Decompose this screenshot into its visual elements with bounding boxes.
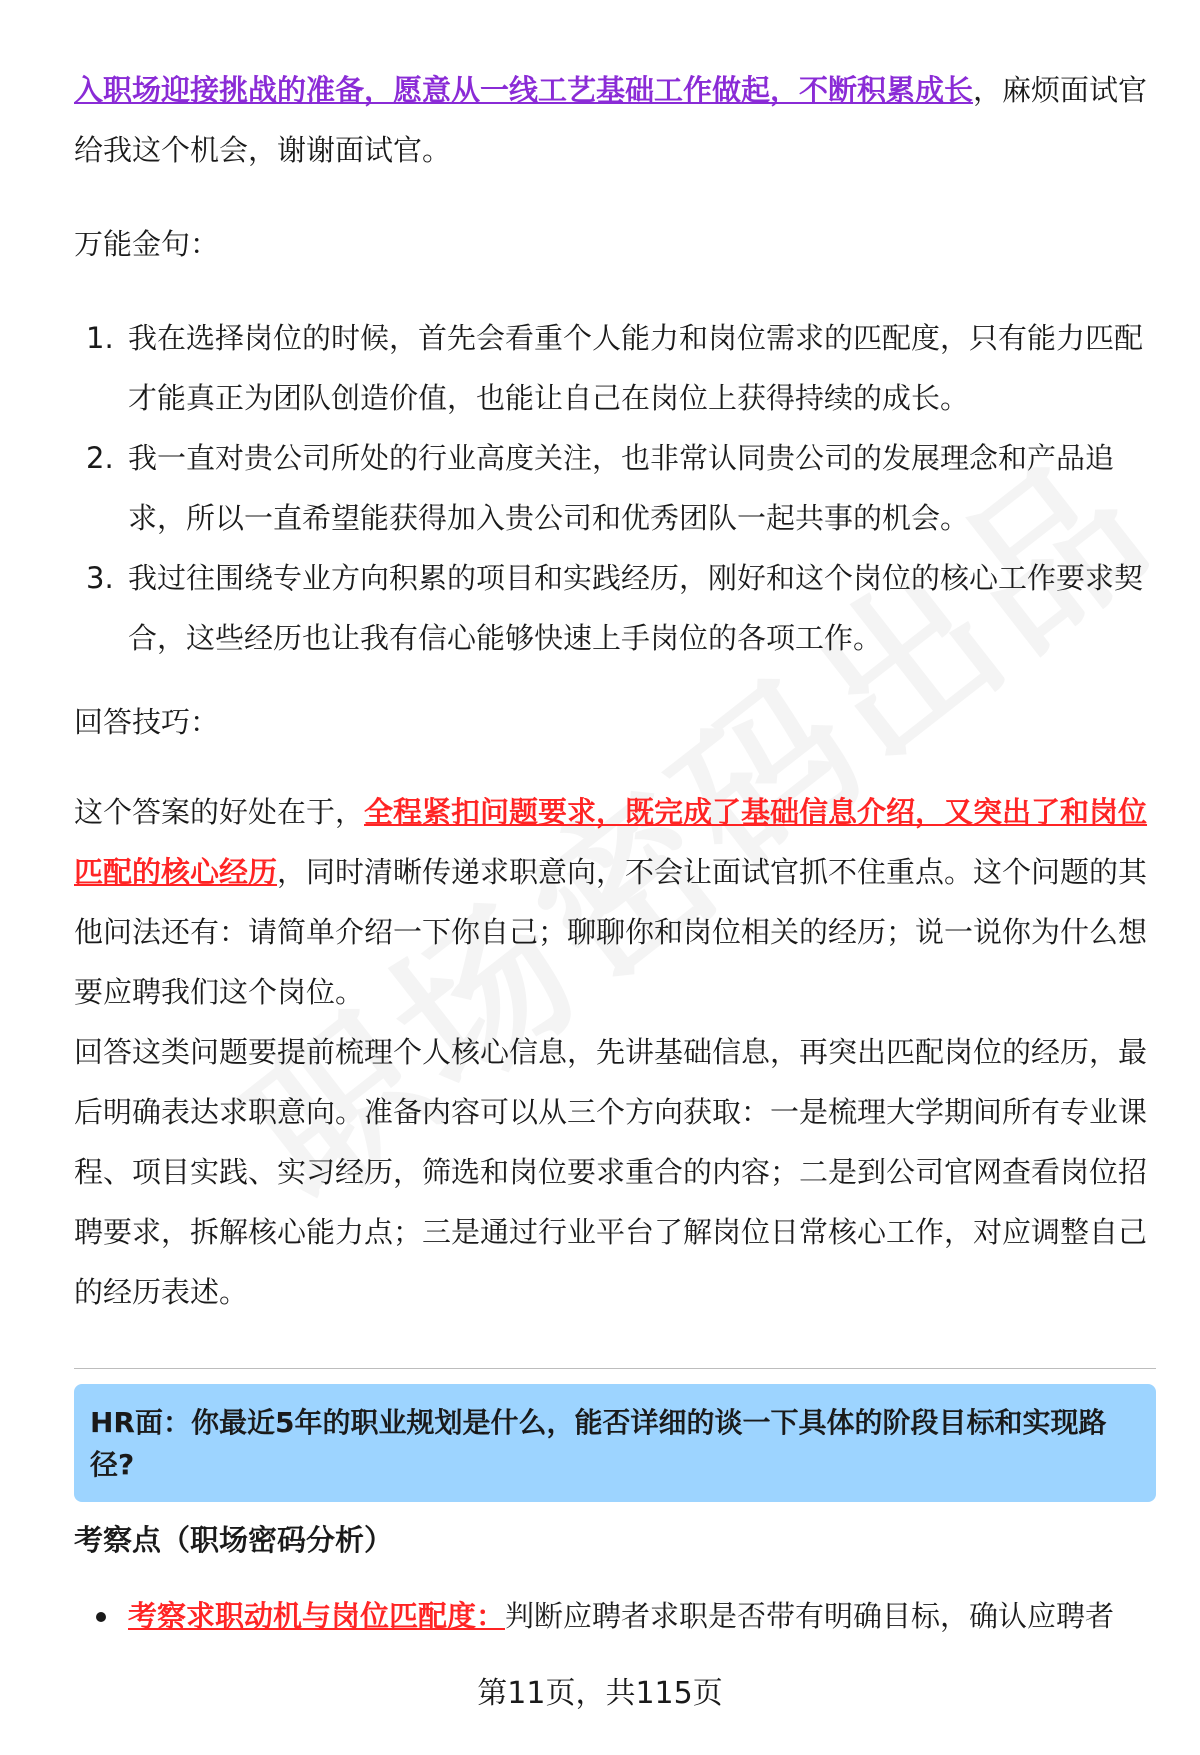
kaocha-bullet-body: 判断应聘者求职是否带有明确目标，确认应聘者	[505, 1599, 1115, 1633]
kaocha-heading: 考察点（职场密码分析）	[74, 1523, 394, 1557]
tips-p1-after: ，同时清晰传递求职意向，不会让面试官抓不住重点。这个问题的其他问法还有：请简单介绍一下你自己；聊聊你和岗位相关的经历；说一说你为什么想要应聘我们这个岗位。	[74, 855, 1148, 1009]
intro-paragraph	[74, 60, 1150, 180]
golden-list	[74, 308, 1150, 668]
tips-heading: 回答技巧：	[74, 705, 220, 739]
hr-question-box	[74, 1384, 1156, 1502]
list-item	[74, 308, 1150, 428]
intro-rest: ，麻烦面试官给我这个机会，谢谢面试官。	[74, 73, 1148, 167]
list-item-number: 2.	[86, 441, 114, 475]
tips-paragraph-1	[74, 782, 1150, 1022]
golden-heading: 万能金句：	[74, 227, 220, 261]
list-item	[74, 548, 1150, 668]
kaocha-bullet-highlight: 考察求职动机与岗位匹配度：	[128, 1599, 506, 1633]
bullet-dot-icon	[96, 1612, 106, 1622]
section-divider	[74, 1368, 1156, 1369]
tips-p1-highlight: 全程紧扣问题要求，既完成了基础信息介绍，又突出了和岗位匹配的核心经历	[74, 795, 1148, 889]
list-item-number: 3.	[86, 561, 114, 595]
page-number: 第11页，共115页	[477, 1676, 723, 1711]
kaocha-bullet-text	[128, 1594, 1158, 1638]
list-item-text: 我在选择岗位的时候，首先会看重个人能力和岗位需求的匹配度，只有能力匹配才能真正为团队创造价值，也能让自己在岗位上获得持续的成长。	[128, 321, 1144, 415]
list-item	[74, 428, 1150, 548]
list-item-text: 我一直对贵公司所处的行业高度关注，也非常认同贵公司的发展理念和产品追求，所以一直希望能获得加入贵公司和优秀团队一起共事的机会。	[128, 441, 1115, 535]
intro-highlight: 入职场迎接挑战的准备，愿意从一线工艺基础工作做起，不断积累成长	[74, 73, 974, 107]
tips-paragraph-2: 回答这类问题要提前梳理个人核心信息，先讲基础信息，再突出匹配岗位的经历，最后明确表达求职意向。准备内容可以从三个方向获取：一是梳理大学期间所有专业课程、项目实践、实习经历，筛选和岗位要求重合的内容；二是到公司官网查看岗位招聘要求，拆解核心能力点；三是通过行业平台了解岗位日常核心工作，对应调整自己的经历表述。	[74, 1035, 1148, 1309]
list-item-text: 我过往围绕专业方向积累的项目和实践经历，刚好和这个岗位的核心工作要求契合，这些经历也让我有信心能够快速上手岗位的各项工作。	[128, 561, 1144, 655]
hr-question: HR面：你最近5年的职业规划是什么，能否详细的谈一下具体的阶段目标和实现路径?	[90, 1406, 1107, 1481]
list-item-number: 1.	[86, 321, 114, 355]
tips-p1-before: 这个答案的好处在于，	[74, 795, 365, 829]
